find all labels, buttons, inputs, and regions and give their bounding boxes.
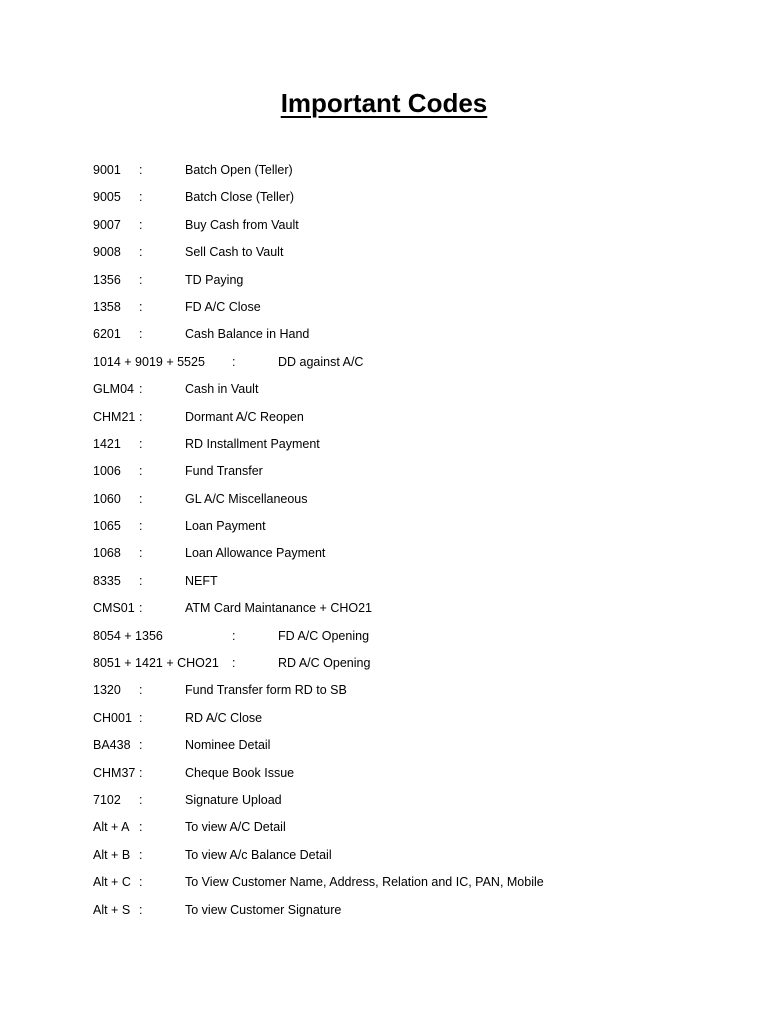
code-value: 9007 bbox=[93, 217, 121, 232]
code-separator: : bbox=[232, 354, 236, 369]
code-row bbox=[93, 490, 733, 517]
code-value: Alt + A bbox=[93, 820, 130, 835]
code-row bbox=[93, 599, 733, 626]
code-separator: : bbox=[139, 820, 143, 835]
code-separator: : bbox=[139, 382, 143, 397]
code-description: Loan Payment bbox=[185, 519, 266, 534]
code-description: RD A/C Opening bbox=[278, 656, 371, 671]
code-row bbox=[93, 709, 733, 736]
code-separator: : bbox=[139, 464, 143, 479]
code-description: Buy Cash from Vault bbox=[185, 217, 299, 232]
code-description: To view A/c Balance Detail bbox=[185, 847, 332, 862]
code-description: Fund Transfer bbox=[185, 464, 263, 479]
code-value: 1421 bbox=[93, 436, 121, 451]
code-row bbox=[93, 627, 733, 654]
code-description: Loan Allowance Payment bbox=[185, 546, 326, 561]
code-description: Dormant A/C Reopen bbox=[185, 409, 304, 424]
code-description: Batch Open (Teller) bbox=[185, 163, 293, 177]
code-separator: : bbox=[139, 546, 143, 561]
code-value: 8335 bbox=[93, 573, 121, 588]
code-value: Alt + C bbox=[93, 875, 131, 890]
code-value: 1358 bbox=[93, 299, 121, 314]
code-row bbox=[93, 243, 733, 270]
code-value: 1068 bbox=[93, 546, 121, 561]
code-description: Cheque Book Issue bbox=[185, 765, 295, 780]
code-row bbox=[93, 572, 733, 599]
code-separator: : bbox=[139, 601, 143, 616]
code-separator: : bbox=[139, 491, 143, 506]
code-row bbox=[93, 736, 733, 763]
code-row bbox=[93, 544, 733, 571]
code-separator: : bbox=[139, 327, 143, 342]
code-value: 1065 bbox=[93, 519, 121, 534]
code-separator: : bbox=[139, 190, 143, 205]
code-separator: : bbox=[139, 792, 143, 807]
code-value: 1014 + 9019 + 5525 bbox=[93, 354, 205, 369]
code-value: 7102 bbox=[93, 792, 121, 807]
code-description: Sell Cash to Vault bbox=[185, 245, 284, 260]
code-row bbox=[93, 901, 733, 928]
code-value: CHM21 bbox=[93, 409, 136, 424]
code-description: Nominee Detail bbox=[185, 738, 271, 753]
code-description: RD Installment Payment bbox=[185, 436, 320, 451]
page-title bbox=[0, 88, 768, 119]
code-row bbox=[93, 517, 733, 544]
code-separator: : bbox=[139, 245, 143, 260]
code-value: 8054 + 1356 bbox=[93, 628, 163, 643]
code-separator: : bbox=[232, 656, 236, 671]
code-value: 1320 bbox=[93, 683, 121, 698]
code-row bbox=[93, 380, 733, 407]
code-value: CH001 bbox=[93, 710, 132, 725]
code-row bbox=[93, 325, 733, 352]
code-value: 1356 bbox=[93, 272, 121, 287]
code-separator: : bbox=[139, 902, 143, 917]
page-title-text: Important Codes bbox=[280, 88, 488, 118]
code-row bbox=[93, 462, 733, 489]
code-description: To view Customer Signature bbox=[185, 902, 342, 917]
code-separator: : bbox=[139, 217, 143, 232]
code-row bbox=[93, 298, 733, 325]
code-row bbox=[93, 654, 733, 681]
code-separator: : bbox=[139, 573, 143, 588]
code-separator: : bbox=[139, 765, 143, 780]
code-row bbox=[93, 764, 733, 791]
code-row bbox=[93, 791, 733, 818]
code-description: RD A/C Close bbox=[185, 710, 263, 725]
code-value: GLM04 bbox=[93, 382, 134, 397]
code-value: 6201 bbox=[93, 327, 121, 342]
code-list bbox=[93, 161, 733, 928]
code-separator: : bbox=[139, 519, 143, 534]
code-separator: : bbox=[139, 436, 143, 451]
code-separator: : bbox=[139, 409, 143, 424]
code-separator: : bbox=[139, 163, 143, 177]
code-value: 1060 bbox=[93, 491, 121, 506]
code-row bbox=[93, 271, 733, 298]
code-description: TD Paying bbox=[185, 272, 244, 287]
code-value: 9001 bbox=[93, 163, 121, 177]
code-description: Fund Transfer form RD to SB bbox=[185, 683, 347, 698]
code-description: ATM Card Maintanance + CHO21 bbox=[185, 601, 372, 616]
code-value: 9008 bbox=[93, 245, 121, 260]
code-value: 1006 bbox=[93, 464, 121, 479]
code-description: FD A/C Opening bbox=[278, 628, 370, 643]
code-separator: : bbox=[232, 628, 236, 643]
code-separator: : bbox=[139, 683, 143, 698]
code-description: FD A/C Close bbox=[185, 299, 261, 314]
code-row bbox=[93, 161, 733, 188]
code-row bbox=[93, 408, 733, 435]
code-value: Alt + S bbox=[93, 902, 131, 917]
code-value: Alt + B bbox=[93, 847, 131, 862]
code-row bbox=[93, 873, 733, 900]
code-description: To View Customer Name, Address, Relation and IC, PAN, Mobile bbox=[185, 875, 544, 890]
code-separator: : bbox=[139, 272, 143, 287]
code-value: 9005 bbox=[93, 190, 121, 205]
code-separator: : bbox=[139, 738, 143, 753]
code-description: DD against A/C bbox=[278, 354, 364, 369]
code-description: NEFT bbox=[185, 573, 218, 588]
code-value: BA438 bbox=[93, 738, 131, 753]
code-description: Signature Upload bbox=[185, 792, 282, 807]
code-row bbox=[93, 216, 733, 243]
code-value: CMS01 bbox=[93, 601, 135, 616]
code-description: To view A/C Detail bbox=[185, 820, 286, 835]
code-separator: : bbox=[139, 710, 143, 725]
code-row bbox=[93, 435, 733, 462]
code-row bbox=[93, 681, 733, 708]
code-description: GL A/C Miscellaneous bbox=[185, 491, 308, 506]
code-value: 8051 + 1421 + CHO21 bbox=[93, 656, 219, 671]
code-description: Cash in Vault bbox=[185, 382, 259, 397]
code-separator: : bbox=[139, 847, 143, 862]
code-separator: : bbox=[139, 875, 143, 890]
code-row bbox=[93, 818, 733, 845]
code-row bbox=[93, 846, 733, 873]
code-separator: : bbox=[139, 299, 143, 314]
code-value: CHM37 bbox=[93, 765, 136, 780]
code-row bbox=[93, 353, 733, 380]
code-row bbox=[93, 188, 733, 215]
code-description: Batch Close (Teller) bbox=[185, 190, 295, 205]
code-description: Cash Balance in Hand bbox=[185, 327, 310, 342]
